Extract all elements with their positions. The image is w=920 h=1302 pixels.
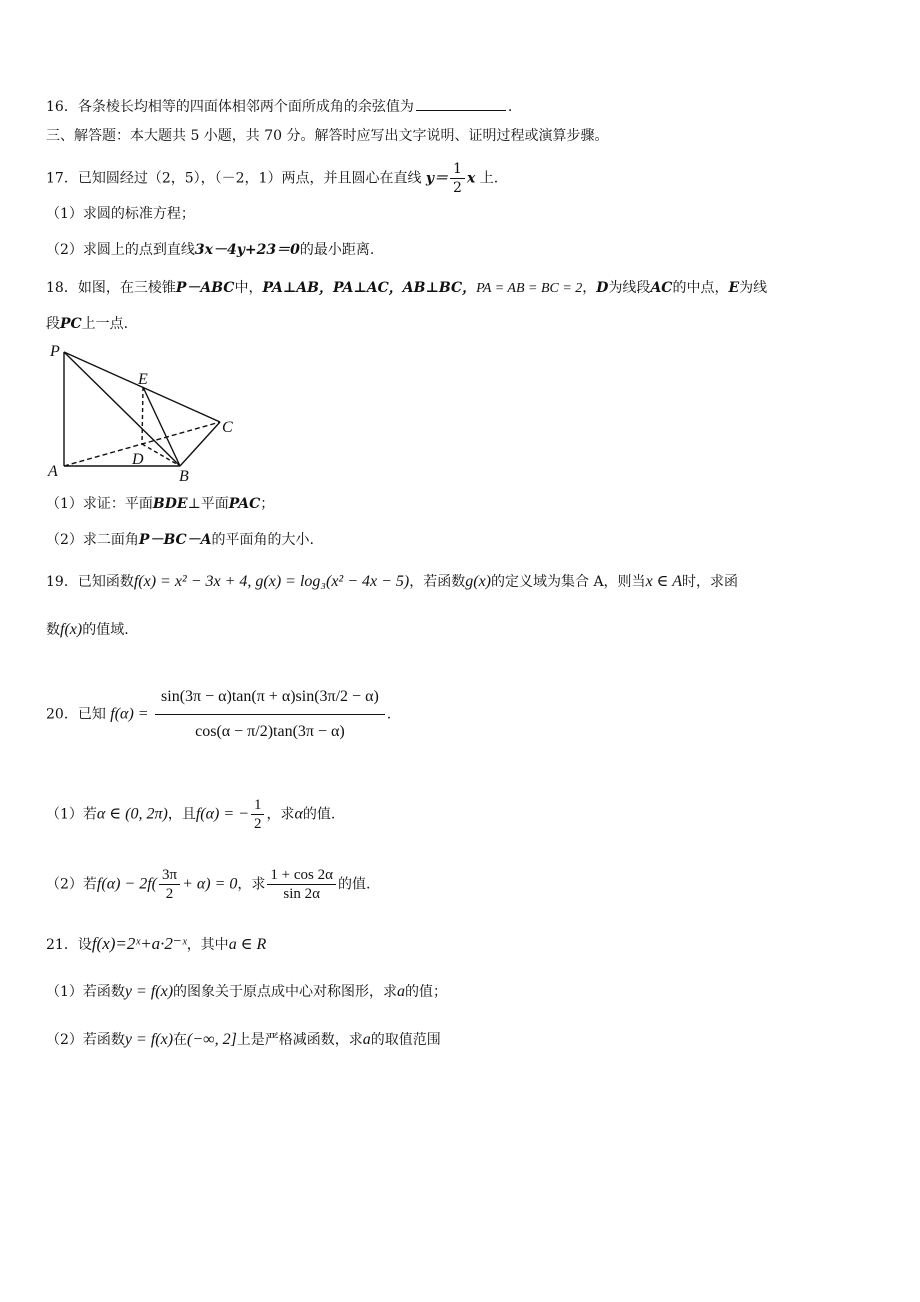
section-heading: 三、解答题：本大题共 5 小题，共 70 分。解答时应写出文字说明、证明过程或演算步骤。: [46, 128, 609, 144]
fraction: $\frac{1 + \cos 2\alpha}{\sin 2\alpha}$: [267, 866, 336, 903]
fraction: $\frac{3\pi}{2}$: [159, 866, 180, 903]
question-17-part-1: （1）求圆的标准方程；: [46, 206, 195, 222]
fraction: $\frac{1}{2}$: [450, 160, 465, 197]
edge-BC: [180, 422, 220, 466]
tetrahedron-figure: [40, 338, 250, 488]
question-21: 21．设f(x)=2ˣ+a·2⁻ˣ，其中a ∈ R: [46, 934, 267, 953]
question-20-part-1: （1）若α ∈ (0, 2π)，且f(α) = − $\frac{1}{2}$ ，求α的值.: [46, 797, 336, 832]
question-21-part-2: （2）若函数y = f(x)在(−∞, 2]上是严格减函数，求a的取值范围: [46, 1031, 441, 1048]
question-20: 20．已知 f(α) = $\frac{\sin(3\pi - \alpha)\tan(\pi + \alpha)\sin(3\pi/2 - \alpha)}{\cos(\alpha - \pi/2)\tan(3\pi - \alpha)}$ .: [46, 680, 391, 749]
label-C: C: [222, 419, 233, 436]
label-B: B: [179, 468, 189, 485]
question-18-line-2: 段PC上一点.: [46, 316, 129, 332]
fraction: $\frac{1}{2}$: [251, 796, 265, 833]
question-19-line-2: 数f(x)的值域.: [46, 621, 129, 638]
question-18-line-1: 18．如图，在三棱锥P－ABC中，PA⊥AB，PA⊥AC，AB⊥BC，PA = AB = BC = 2，D为线段AC的中点，E为线: [46, 280, 768, 296]
answer-blank[interactable]: [416, 96, 506, 111]
label-A: A: [48, 463, 58, 480]
big-fraction: $\frac{\sin(3\pi - \alpha)\tan(\pi + \alpha)\sin(3\pi/2 - \alpha)}{\cos(\alpha - \pi/2)\tan(3\pi - \alpha)}$: [155, 680, 385, 749]
question-21-part-1: （1）若函数y = f(x)的图象关于原点成中心对称图形，求a的值；: [46, 983, 448, 1000]
question-20-part-2: （2）若f(α) − 2f( $\frac{3\pi}{2}$ + α) = 0，求 $\frac{1 + \cos 2\alpha}{\sin 2\alpha}$ 的值.: [46, 867, 371, 902]
label-D: D: [132, 451, 144, 468]
edge-ED-hidden: [142, 387, 143, 444]
question-19-line-1: 19．已知函数f(x) = x² − 3x + 4, g(x) = log₃(x² − 4x − 5)，若函数g(x)的定义域为集合 A，则当x ∈ A时，求函: [46, 573, 738, 590]
question-17-part-2: （2）求圆上的点到直线3x－4y+23＝0的最小距离.: [46, 242, 375, 258]
question-17: 17．已知圆经过（2，5），（－2，1）两点，并且圆心在直线 y＝ $\frac{1}{2}$ x 上.: [46, 161, 499, 196]
label-P: P: [50, 343, 60, 360]
label-E: E: [138, 371, 148, 388]
question-18-part-1: （1）求证：平面BDE⊥平面PAC；: [46, 496, 275, 512]
edge-EB: [143, 387, 180, 466]
question-16: 16．各条棱长均相等的四面体相邻两个面所成角的余弦值为 .: [46, 96, 512, 117]
question-18-part-2: （2）求二面角P－BC－A的平面角的大小.: [46, 532, 314, 548]
edge-PB: [64, 352, 180, 466]
